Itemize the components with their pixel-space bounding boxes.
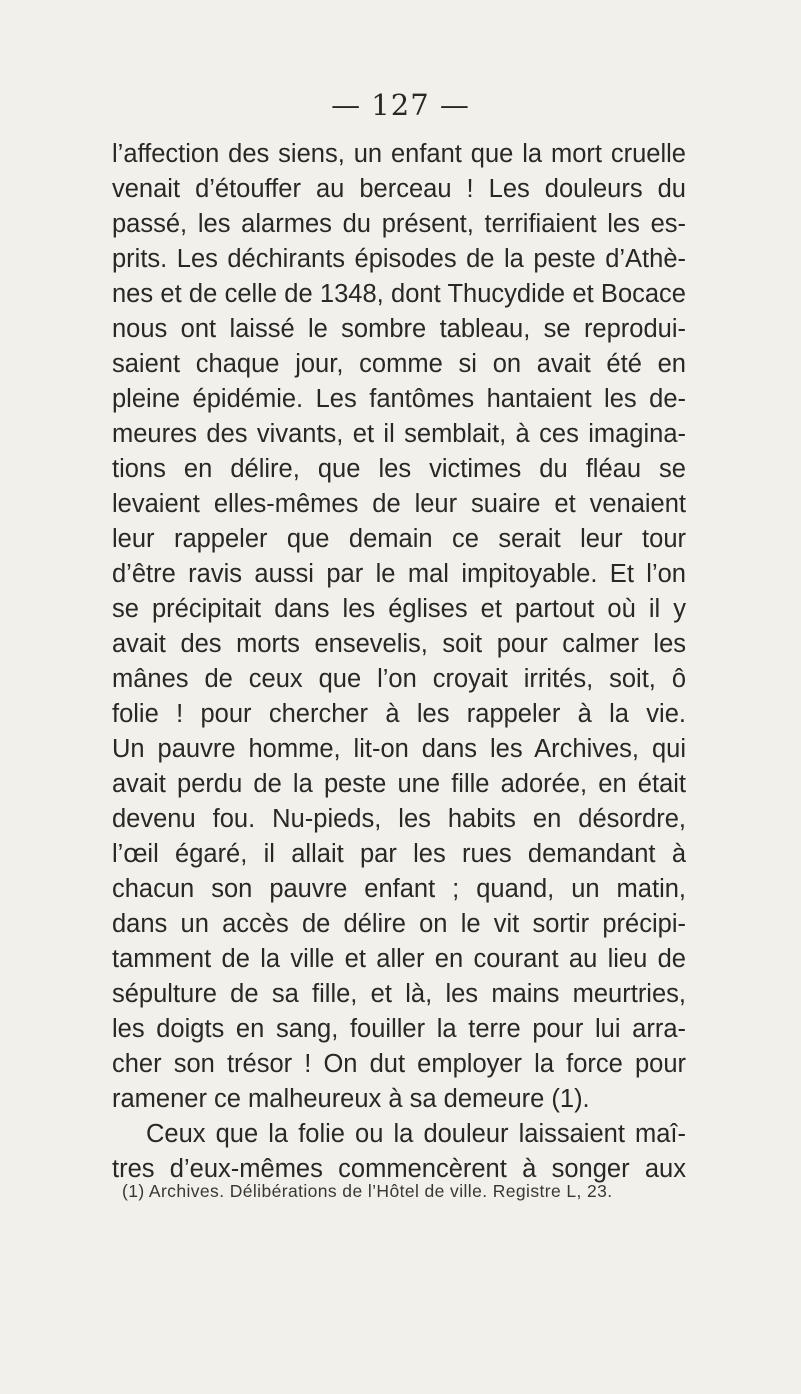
text-line: ramener ce malheureux à sa demeure (1). xyxy=(112,1085,590,1113)
text-line: avait des morts ensevelis, soit pour calmer les xyxy=(112,630,686,658)
text-line: pleine épidémie. Les fantômes hantaient les de- xyxy=(112,385,686,413)
text-line: saient chaque jour, comme si on avait été en xyxy=(112,350,686,378)
text-line: sépulture de sa fille, et là, les mains meurtries, xyxy=(112,980,686,1008)
text-line: tamment de la ville et aller en courant au lieu de xyxy=(112,945,686,973)
text-line: tres d’eux-mêmes commencèrent à songer aux xyxy=(112,1155,686,1183)
text-line: avait perdu de la peste une fille adorée, en était xyxy=(112,770,686,798)
text-line: mânes de ceux que l’on croyait irrités, soit, ô xyxy=(112,665,686,693)
text-line: nous ont laissé le sombre tableau, se reprodui- xyxy=(112,315,686,343)
text-line: passé, les alarmes du présent, terrifiaient les es- xyxy=(112,210,686,238)
text-line: prits. Les déchirants épisodes de la peste d’Athè- xyxy=(112,245,686,273)
footnote: (1) Archives. Délibérations de l’Hôtel de ville. Registre L, 23. xyxy=(122,1181,613,1201)
text-line: Un pauvre homme, lit-on dans les Archives, qui xyxy=(112,735,686,763)
text-line: leur rappeler que demain ce serait leur tour xyxy=(112,525,686,553)
text-line: l’affection des siens, un enfant que la mort cruelle xyxy=(112,140,686,168)
text-line: chacun son pauvre enfant ; quand, un matin, xyxy=(112,875,686,903)
text-line: levaient elles-mêmes de leur suaire et venaient xyxy=(112,490,686,518)
text-line: nes et de celle de 1348, dont Thucydide et Bocace xyxy=(112,280,686,308)
text-line: se précipitait dans les églises et partout où il y xyxy=(112,595,686,623)
text-line: venait d’étouffer au berceau ! Les douleurs du xyxy=(112,175,686,203)
text-line: tions en délire, que les victimes du fléau se xyxy=(112,455,686,483)
text-line: cher son trésor ! On dut employer la force pour xyxy=(112,1050,686,1078)
page-number: — 127 — xyxy=(331,88,470,122)
text-line: meures des vivants, et il semblait, à ces imagina- xyxy=(112,420,686,448)
text-line: folie ! pour chercher à les rappeler à la vie. xyxy=(112,700,686,728)
text-line: l’œil égaré, il allait par les rues demandant à xyxy=(112,840,686,868)
text-line: devenu fou. Nu-pieds, les habits en désordre, xyxy=(112,805,686,833)
text-line: dans un accès de délire on le vit sortir précipi- xyxy=(112,910,686,938)
text-line: les doigts en sang, fouiller la terre pour lui arra- xyxy=(112,1015,686,1043)
text-line: Ceux que la folie ou la douleur laissaient maî- xyxy=(146,1120,686,1148)
text-line: d’être ravis aussi par le mal impitoyable. Et l’on xyxy=(112,560,686,588)
